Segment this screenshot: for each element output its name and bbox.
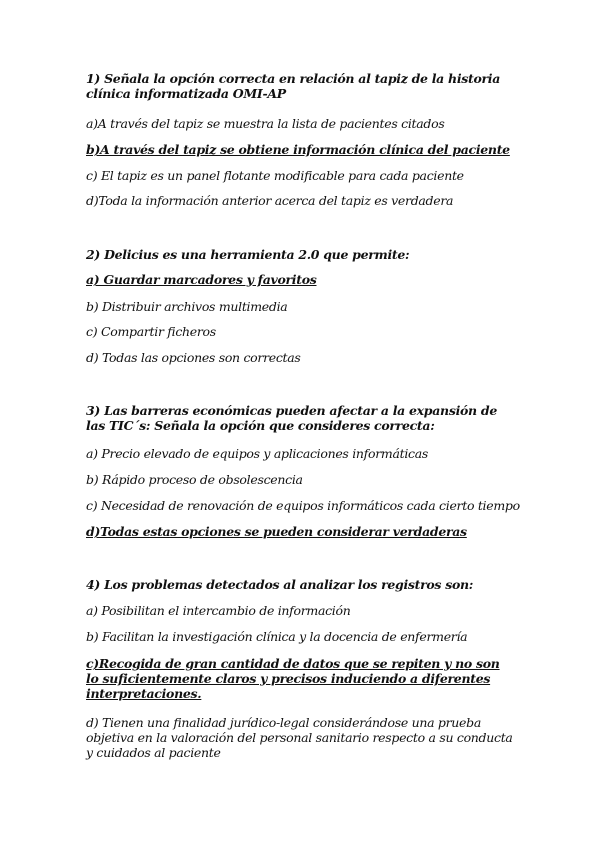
question-2-option-b: b) Distribuir archivos multimedia <box>86 299 288 314</box>
question-2-title: 2) Delicius es una herramienta 2.0 que permite: <box>86 247 410 262</box>
question-3-option-a: a) Precio elevado de equipos y aplicaciones informáticas <box>86 446 428 461</box>
question-4-option-a: a) Posibilitan el intercambio de información <box>86 603 351 618</box>
question-4-option-d: d) Tienen una finalidad jurídico-legal considerándose una prueba objetiva en la valoración del personal sanitario respecto a su conducta y cuidados al paciente <box>86 715 513 760</box>
question-1-option-a: a)A través del tapiz se muestra la lista de pacientes citados <box>86 116 445 131</box>
question-1-title: 1) Señala la opción correcta en relación al tapiz de la historia clínica informatizada OMI-AP <box>86 71 501 101</box>
question-3-title: 3) Las barreras económicas pueden afectar a la expansión de las TIC´s: Señala la opción que consideres correcta: <box>86 403 497 433</box>
question-1-option-c: c) El tapiz es un panel flotante modificable para cada paciente <box>86 168 464 183</box>
question-3-option-d-correct: d)Todas estas opciones se pueden considerar verdaderas <box>86 524 467 539</box>
question-4-option-b: b) Facilitan la investigación clínica y la docencia de enfermería <box>86 629 468 644</box>
question-3-option-c: c) Necesidad de renovación de equipos informáticos cada cierto tiempo <box>86 498 520 513</box>
question-3-option-b: b) Rápido proceso de obsolescencia <box>86 472 303 487</box>
question-2-option-c: c) Compartir ficheros <box>86 324 216 339</box>
question-2-option-a-correct: a) Guardar marcadores y favoritos <box>86 272 317 287</box>
question-4-title: 4) Los problemas detectados al analizar los registros son: <box>86 577 474 592</box>
question-4-option-c-correct: c)Recogida de gran cantidad de datos que se repiten y no son lo suficientemente claros y precisos induciendo a diferentes interpretaciones. <box>86 656 500 701</box>
question-2-option-d: d) Todas las opciones son correctas <box>86 350 301 365</box>
question-1-option-d: d)Toda la información anterior acerca del tapiz es verdadera <box>86 193 454 208</box>
question-1-option-b-correct: b)A través del tapiz se obtiene información clínica del paciente <box>86 142 510 157</box>
